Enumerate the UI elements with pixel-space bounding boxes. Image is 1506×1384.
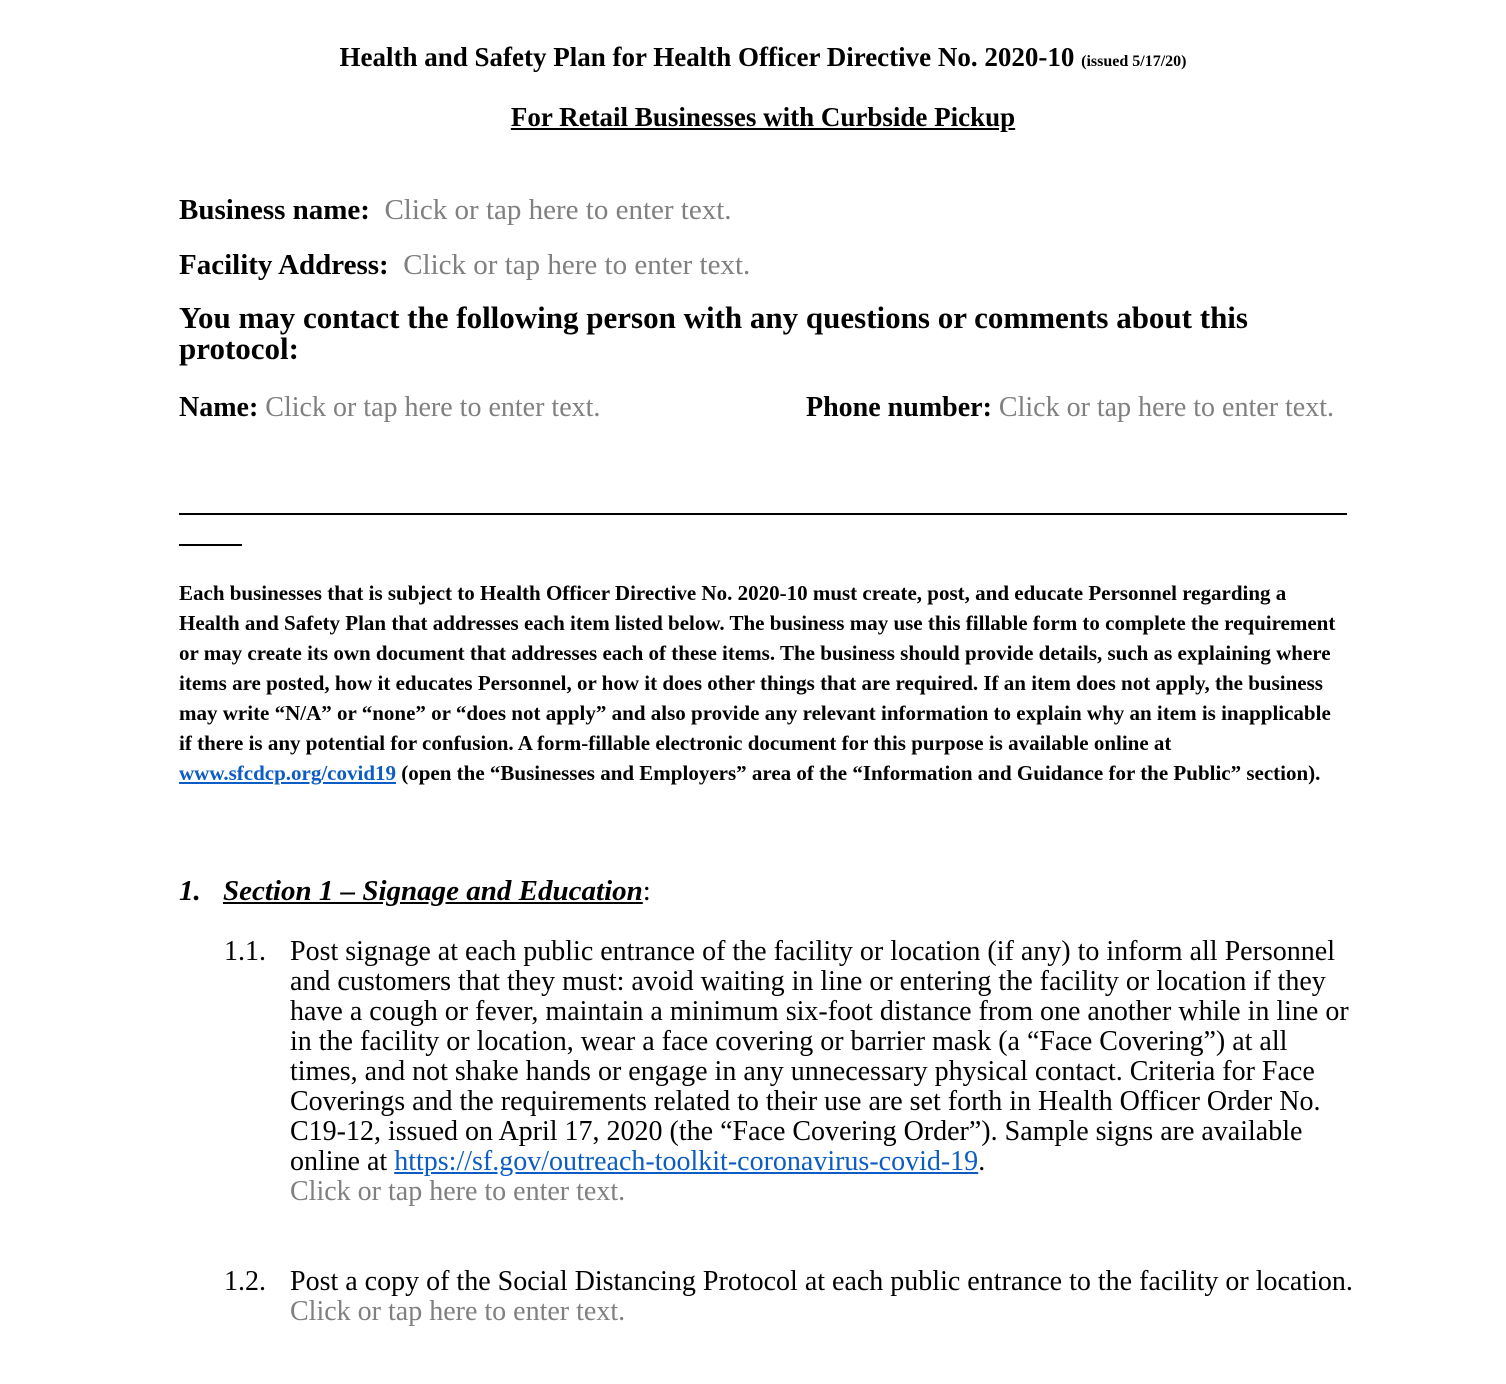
separator-line-tail bbox=[179, 544, 242, 546]
name-label: Name: bbox=[179, 392, 259, 423]
section-colon: : bbox=[642, 875, 651, 907]
item-1-1-answer-field[interactable]: Click or tap here to enter text. bbox=[290, 1176, 626, 1207]
facility-address-field[interactable]: Click or tap here to enter text. bbox=[403, 249, 751, 281]
document-title bbox=[0, 40, 1506, 79]
issued-date: (issued 5/17/20) bbox=[1081, 53, 1187, 70]
item-1-1 bbox=[224, 937, 1354, 1207]
item-text: Post a copy of the Social Distancing Protocol at each public entrance to the facility or location. bbox=[290, 1266, 1353, 1297]
item-text bbox=[290, 937, 1354, 1177]
document-title-text: Health and Safety Plan for Health Officer Directive No. 2020-10 bbox=[339, 42, 1075, 72]
section-1-heading bbox=[179, 873, 651, 909]
business-name-label: Business name: bbox=[179, 194, 370, 226]
contact-heading: You may contact the following person with any questions or comments about this protocol: bbox=[179, 300, 1248, 366]
sfcdcp-link[interactable]: www.sfcdcp.org/covid19 bbox=[179, 761, 396, 785]
instructions-text: Each businesses that is subject to Health Officer Directive No. 2020-10 must create, post, and educate Personnel regarding a Health and Safety Plan that addresses each item listed below. The business may use this fillable form to complete the requirement or may create its own document that addresses each of these items. The business should provide details, such as explaining where items are posted, how it educates Personnel, or how it does other things that are required. If an item does not apply, the business may write “N/A” or “none” or “does not apply” and also provide any relevant information to explain why an item is inapplicable if there is any potential for confusion. A form-fillable electronic document for this purpose is available online at bbox=[179, 581, 1336, 755]
item-text-end: . bbox=[978, 1146, 986, 1177]
name-field[interactable]: Click or tap here to enter text. bbox=[265, 392, 601, 423]
item-1-2-answer-field[interactable]: Click or tap here to enter text. bbox=[290, 1296, 626, 1327]
business-name-field[interactable]: Click or tap here to enter text. bbox=[384, 194, 732, 226]
section-title: Section 1 – Signage and Education bbox=[223, 875, 643, 907]
item-1-2 bbox=[224, 1267, 1354, 1327]
instructions-paragraph bbox=[179, 578, 1339, 788]
facility-address-label: Facility Address: bbox=[179, 249, 389, 281]
document-subtitle: For Retail Businesses with Curbside Pickup bbox=[510, 102, 1016, 132]
outreach-toolkit-link[interactable]: https://sf.gov/outreach-toolkit-coronavirus-covid-19 bbox=[394, 1146, 979, 1177]
business-name-row bbox=[179, 192, 732, 228]
item-number: 1.2. bbox=[224, 1266, 266, 1297]
item-text-part: Post signage at each public entrance of the facility or location (if any) to inform all Personnel and customers that they must: avoid waiting in line or entering the facility or location if they have a cough or fever, maintain a minimum six-foot distance from one another while in line or in the facility or location, wear a face covering or barrier mask (a “Face Covering”) at all times, and not shake hands or engage in any unnecessary physical contact. Criteria for Face Coverings and the requirements related to their use are set forth in Health Officer Order No. C19-12, issued on April 17, 2020 (the “Face Covering Order”). Sample signs are available online at bbox=[290, 936, 1349, 1177]
item-number: 1.1. bbox=[224, 936, 266, 967]
instructions-text-end: (open the “Businesses and Employers” area of the “Information and Guidance for the Public” section). bbox=[396, 761, 1321, 785]
section-number: 1. bbox=[179, 875, 201, 907]
facility-address-row bbox=[179, 247, 750, 283]
contact-row bbox=[179, 392, 1359, 423]
phone-field[interactable]: Click or tap here to enter text. bbox=[998, 392, 1335, 423]
phone-label: Phone number: bbox=[806, 392, 992, 423]
separator-line bbox=[179, 513, 1347, 515]
